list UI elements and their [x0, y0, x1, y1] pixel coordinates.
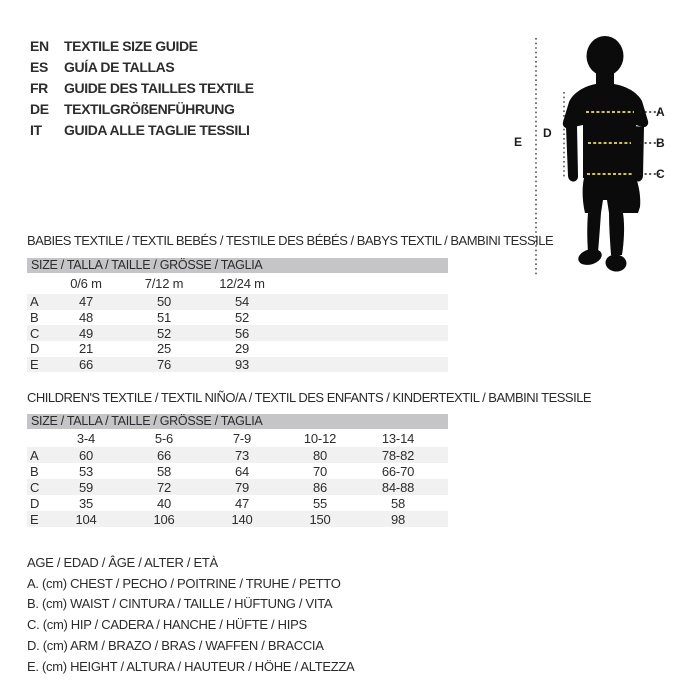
- marker-d: D: [543, 126, 552, 140]
- cell-value: 29: [234, 341, 250, 357]
- column-header: 12/24 m: [219, 276, 265, 291]
- language-row-it: [30, 119, 254, 140]
- cell-value: 52: [234, 310, 250, 326]
- table-row: [27, 294, 448, 310]
- table-row: [27, 325, 448, 341]
- cell-value: 59: [78, 479, 94, 495]
- legend-item-arm: D. (cm) ARM / BRAZO / BRAS / WAFFEN / BRACCIA: [27, 638, 324, 654]
- table-row: [27, 511, 448, 527]
- language-row-fr: [30, 78, 254, 99]
- table-row: [27, 479, 448, 495]
- column-header: 7/12 m: [144, 276, 184, 291]
- children-column-header-row: [27, 429, 448, 447]
- language-title: GUÍA DE TALLAS: [64, 59, 175, 76]
- table-row: [27, 341, 448, 357]
- cell-value: 150: [309, 511, 331, 527]
- cell-value: 98: [390, 511, 406, 527]
- cell-value: 21: [78, 341, 94, 357]
- marker-b: B: [656, 136, 665, 150]
- babies-section-heading: BABIES TEXTILE / TEXTIL BEBÉS / TESTILE DES BÉBÉS / BABYS TEXTIL / BAMBINI TESSILE: [27, 233, 554, 248]
- children-size-header-bar: SIZE / TALLA / TAILLE / GRÖSSE / TAGLIA: [27, 414, 448, 429]
- cell-value: 66-70: [381, 463, 415, 479]
- cell-value: 70: [312, 463, 328, 479]
- cell-value: 140: [231, 511, 253, 527]
- cell-value: 66: [78, 357, 94, 373]
- row-label: E: [30, 511, 39, 527]
- cell-value: 52: [156, 325, 172, 341]
- marker-a: A: [656, 105, 665, 119]
- cell-value: 76: [156, 357, 172, 373]
- cell-value: 53: [78, 463, 94, 479]
- table-row: [27, 310, 448, 326]
- row-label: C: [30, 325, 40, 341]
- cell-value: 106: [153, 511, 175, 527]
- children-size-table: [27, 429, 448, 527]
- cell-value: 55: [312, 495, 328, 511]
- marker-e: E: [514, 135, 523, 149]
- language-code: EN: [30, 38, 49, 55]
- babies-size-table: [27, 273, 448, 372]
- legend-item-waist: B. (cm) WAIST / CINTURA / TAILLE / HÜFTUNG / VITA: [27, 596, 333, 612]
- legend-item-height: E. (cm) HEIGHT / ALTURA / HAUTEUR / HÖHE / ALTEZZA: [27, 658, 355, 674]
- cell-value: 56: [234, 325, 250, 341]
- row-label: B: [30, 310, 39, 326]
- measurement-legend: [27, 552, 354, 677]
- babies-size-header-bar: SIZE / TALLA / TAILLE / GRÖSSE / TAGLIA: [27, 258, 448, 273]
- children-section-heading: CHILDREN'S TEXTILE / TEXTIL NIÑO/A / TEXTIL DES ENFANTS / KINDERTEXTIL / BAMBINI TESSILE: [27, 390, 592, 405]
- language-title: TEXTILE SIZE GUIDE: [64, 38, 198, 55]
- cell-value: 50: [156, 294, 172, 310]
- cell-value: 58: [390, 495, 406, 511]
- row-label: E: [30, 357, 39, 373]
- column-header: 7-9: [232, 430, 252, 446]
- language-list: [30, 36, 254, 140]
- language-code: ES: [30, 59, 48, 76]
- row-label: C: [30, 479, 40, 495]
- language-title: GUIDA ALLE TAGLIE TESSILI: [64, 121, 250, 138]
- cell-value: 49: [78, 325, 94, 341]
- column-header: 13-14: [381, 430, 415, 446]
- legend-age-line: AGE / EDAD / ÂGE / ALTER / ETÀ: [27, 554, 218, 570]
- column-header: 0/6 m: [70, 276, 102, 291]
- row-label: A: [30, 294, 39, 310]
- language-code: DE: [30, 100, 49, 117]
- language-code: IT: [30, 121, 42, 138]
- cell-value: 86: [312, 479, 328, 495]
- marker-c: C: [656, 167, 665, 181]
- babies-column-header-row: [27, 273, 448, 294]
- language-title: TEXTILGRÖßENFÜHRUNG: [64, 100, 235, 117]
- cell-value: 51: [156, 310, 172, 326]
- cell-value: 104: [75, 511, 97, 527]
- legend-item-hip: C. (cm) HIP / CADERA / HANCHE / HÜFTE / HIPS: [27, 617, 307, 633]
- language-row-es: [30, 57, 254, 78]
- cell-value: 47: [78, 294, 94, 310]
- column-header: 3-4: [76, 430, 96, 446]
- legend-item-chest: A. (cm) CHEST / PECHO / POITRINE / TRUHE / PETTO: [27, 575, 341, 591]
- child-silhouette: [563, 36, 648, 273]
- cell-value: 25: [156, 341, 172, 357]
- cell-value: 79: [234, 479, 250, 495]
- row-label: B: [30, 463, 39, 479]
- cell-value: 40: [156, 495, 172, 511]
- cell-value: 72: [156, 479, 172, 495]
- cell-value: 35: [78, 495, 94, 511]
- cell-value: 66: [156, 447, 172, 463]
- row-label: A: [30, 447, 39, 463]
- row-label: D: [30, 341, 40, 357]
- cell-value: 73: [234, 447, 250, 463]
- cell-value: 78-82: [381, 447, 415, 463]
- cell-value: 47: [234, 495, 250, 511]
- language-row-en: [30, 36, 254, 57]
- measurement-figure: [510, 28, 700, 290]
- column-header: 10-12: [303, 430, 337, 446]
- cell-value: 48: [78, 310, 94, 326]
- language-code: FR: [30, 79, 48, 96]
- table-row: [27, 463, 448, 479]
- cell-value: 64: [234, 463, 250, 479]
- cell-value: 93: [234, 357, 250, 373]
- cell-value: 54: [234, 294, 250, 310]
- column-header: 5-6: [154, 430, 174, 446]
- table-row: [27, 495, 448, 511]
- table-row: [27, 357, 448, 373]
- language-title: GUIDE DES TAILLES TEXTILE: [64, 79, 254, 96]
- cell-value: 58: [156, 463, 172, 479]
- cell-value: 84-88: [381, 479, 415, 495]
- child-silhouette-diagram: [510, 28, 700, 290]
- cell-value: 80: [312, 447, 328, 463]
- language-row-de: [30, 98, 254, 119]
- cell-value: 60: [78, 447, 94, 463]
- row-label: D: [30, 495, 40, 511]
- table-row: [27, 447, 448, 463]
